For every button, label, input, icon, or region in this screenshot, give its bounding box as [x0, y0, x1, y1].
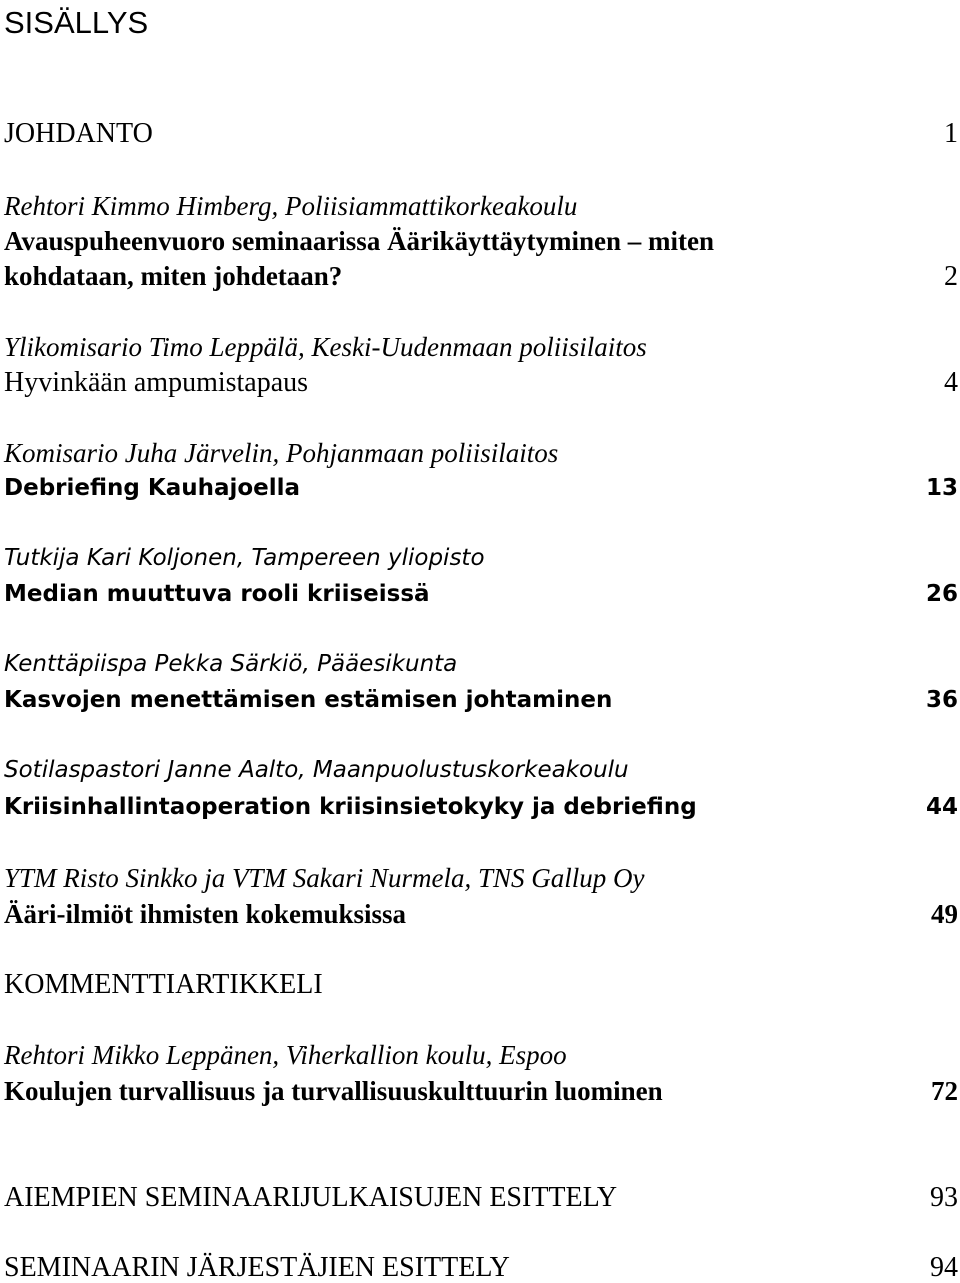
toc-entry-title: Avauspuheenvuoro seminaarissa Äärikäyttäytyminen – miten: [4, 226, 715, 256]
toc-entry-title: Median muuttuva rooli kriiseissä: [4, 581, 430, 607]
toc-entry-author: Sotilaspastori Janne Aalto, Maanpuolustuskorkeakoulu: [4, 757, 629, 783]
toc-entry-title: Debriefing Kauhajoella: [4, 475, 301, 501]
section-kommenttiartikkeli-title: KOMMENTTIARTIKKELI: [4, 969, 323, 1000]
section-johdanto-title: JOHDANTO: [4, 118, 153, 149]
toc-entry-page: 26: [925, 581, 958, 607]
section-aiempien-title: AIEMPIEN SEMINAARIJULKAISUJEN ESITTELY: [4, 1182, 618, 1213]
toc-entry-author: YTM Risto Sinkko ja VTM Sakari Nurmela, TNS Gallup Oy: [4, 863, 645, 893]
toc-entry-title: Hyvinkään ampumistapaus: [4, 367, 309, 398]
toc-entry-page: 72: [931, 1076, 958, 1106]
toc-entry-page: 2: [944, 261, 958, 292]
toc-entry-title: Koulujen turvallisuus ja turvallisuuskulttuurin luominen: [4, 1076, 663, 1106]
toc-entry-page: 36: [925, 687, 958, 713]
toc-entry-author: Rehtori Kimmo Himberg, Poliisiammattikorkeakoulu: [4, 191, 578, 221]
toc-entry-page: 4: [944, 367, 958, 398]
section-aiempien-page: 93: [930, 1182, 958, 1213]
toc-entry-title: Ääri-ilmiöt ihmisten kokemuksissa: [4, 899, 407, 929]
section-seminaarin-page: 94: [930, 1252, 958, 1283]
toc-entry-title: Kasvojen menettämisen estämisen johtaminen: [4, 687, 613, 713]
toc-entry-author: Rehtori Mikko Leppänen, Viherkallion koulu, Espoo: [4, 1040, 567, 1070]
toc-entry-title: Kriisinhallintaoperation kriisinsietokyky ja debriefing: [4, 794, 697, 820]
toc-entry-author: Ylikomisario Timo Leppälä, Keski-Uudenmaan poliisilaitos: [4, 332, 647, 362]
toc-entry-author: Tutkija Kari Koljonen, Tampereen yliopisto: [4, 545, 485, 571]
toc-entry-page: 13: [925, 475, 958, 501]
toc-entry-author: Komisario Juha Järvelin, Pohjanmaan poliisilaitos: [4, 438, 559, 468]
toc-entry-page: 49: [931, 899, 958, 929]
toc-entry-page: 44: [925, 794, 958, 820]
toc-entry-author: Kenttäpiispa Pekka Särkiö, Pääesikunta: [4, 651, 458, 677]
page-title: SISÄLLYS: [4, 5, 149, 40]
section-johdanto-page: 1: [944, 118, 958, 149]
toc-entry-title-continued: kohdataan, miten johdetaan?: [4, 261, 343, 291]
section-seminaarin-title: SEMINAARIN JÄRJESTÄJIEN ESITTELY: [4, 1252, 510, 1283]
